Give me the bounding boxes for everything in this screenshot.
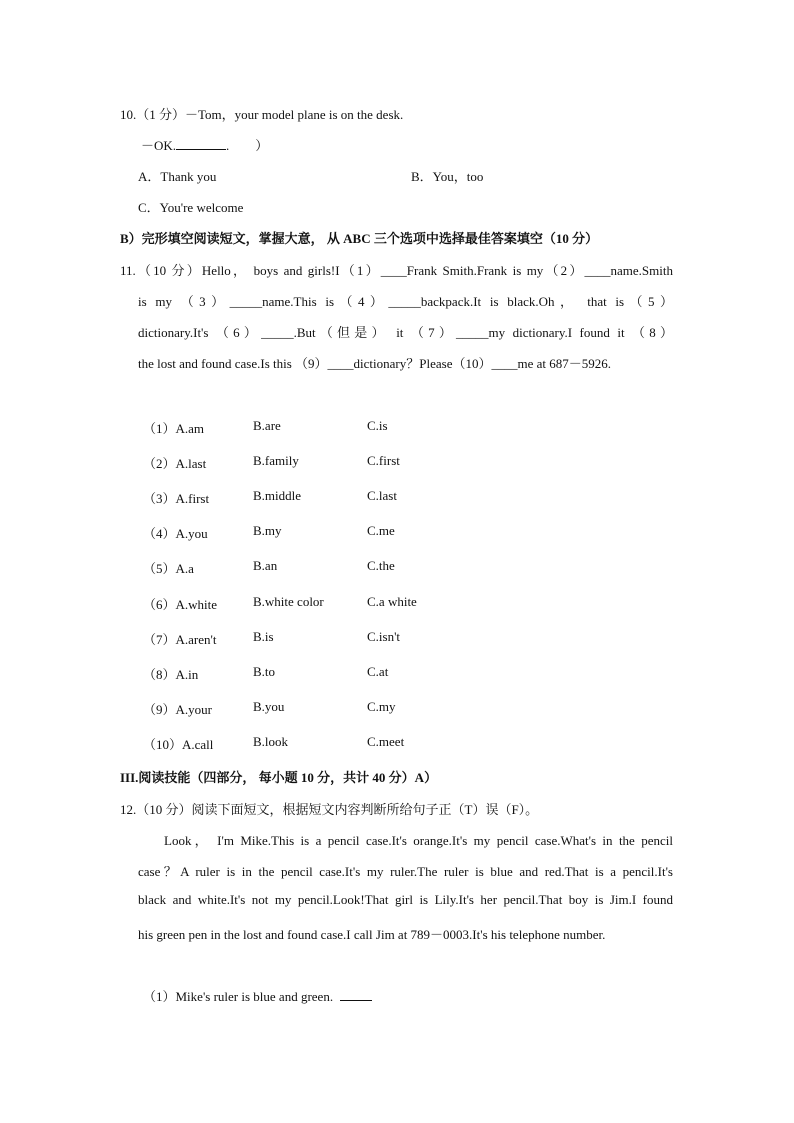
- option-b: B.is: [253, 629, 274, 644]
- option-a: （1）A.am: [143, 421, 205, 436]
- option-b: B.an: [253, 558, 278, 573]
- option-a: （2）A.last: [143, 456, 207, 471]
- q11-option-row: [143, 664, 463, 682]
- section-b-heading: B）完形填空阅读短文，掌握大意， 从 ABC 三个选项中选择最佳答案填空（10 分）: [120, 231, 599, 246]
- option-a: （6）A.white: [143, 597, 218, 612]
- option-c: C.at: [367, 664, 389, 679]
- q12-passage-line-1: Look， I'm Mike.This is a pencil case.It's orange.It's my pencil case.What's in the pencil: [164, 833, 673, 848]
- q12-passage-line-4: his green pen in the lost and found case.I call Jim at 789－0003.It's his telephone number.: [138, 927, 606, 942]
- q10-reply-before: －OK.: [141, 138, 177, 153]
- q10-option-c: C．You're welcome: [138, 200, 244, 215]
- option-b: B.family: [253, 453, 299, 468]
- q11-option-row: [143, 418, 463, 436]
- option-a: （7）A.aren't: [143, 632, 217, 647]
- q11-option-row: [143, 734, 463, 752]
- section-iii-heading: III.阅读技能（四部分， 每小题 10 分，共计 40 分）A）: [120, 770, 438, 785]
- option-a: （4）A.you: [143, 526, 208, 541]
- q11-option-row: [143, 488, 463, 506]
- option-c: C.my: [367, 699, 396, 714]
- option-b: B.to: [253, 664, 276, 679]
- option-a: （5）A.a: [143, 561, 194, 576]
- option-b: B.middle: [253, 488, 302, 503]
- option-c: C.isn't: [367, 629, 401, 644]
- option-b: B.you: [253, 699, 285, 714]
- option-a: （8）A.in: [143, 667, 199, 682]
- option-a: （9）A.your: [143, 702, 212, 717]
- q12-passage-line-3: black and white.It's not my pencil.Look!That girl is Lily.It's her pencil.That boy is Jim.I found: [138, 892, 673, 907]
- q10-prompt: 10.（1 分）－Tom，your model plane is on the desk.: [120, 107, 404, 122]
- q11-option-row: [143, 453, 463, 471]
- q11-option-row: [143, 558, 463, 576]
- q11-option-row: [143, 629, 463, 647]
- option-c: C.me: [367, 523, 395, 538]
- q12-sub-question-1: [143, 986, 372, 1005]
- q12-sub1-answer-blank[interactable]: [340, 988, 372, 1001]
- option-b: B.are: [253, 418, 281, 433]
- option-a: （10）A.call: [143, 737, 214, 752]
- q12-passage-line-2: case？A ruler is in the pencil case.It's my ruler.The ruler is blue and red.That is a pencil.It's: [138, 864, 673, 879]
- option-b: B.look: [253, 734, 289, 749]
- q10-reply-after: . ）: [226, 138, 269, 153]
- q11-option-row: [143, 523, 463, 541]
- option-c: C.the: [367, 558, 395, 573]
- option-c: C.meet: [367, 734, 405, 749]
- q10-answer-blank[interactable]: [176, 137, 226, 150]
- q10-option-a: A．Thank you: [138, 169, 217, 184]
- q11-passage-line-1: 11.（10 分）Hello， boys and girls!I（1）____Frank Smith.Frank is my（2）____name.Smith: [120, 263, 673, 278]
- q11-option-row: [143, 594, 463, 612]
- q11-passage-line-2: is my （3）_____name.This is（4）_____backpack.It is black.Oh， that is（5）: [138, 294, 673, 309]
- option-c: C.first: [367, 453, 400, 468]
- q11-passage-line-3: dictionary.It's （6）_____.But（但是） it （7）_____my dictionary.I found it （8）: [138, 325, 673, 340]
- q12-prompt: 12.（10 分）阅读下面短文，根据短文内容判断所给句子正（T）误（F）。: [120, 802, 539, 817]
- option-b: B.my: [253, 523, 282, 538]
- q12-sub1-text: （1）Mike's ruler is blue and green.: [143, 989, 334, 1004]
- option-c: C.last: [367, 488, 397, 503]
- q10-option-b: B．You，too: [411, 169, 484, 184]
- option-c: C.a white: [367, 594, 417, 609]
- option-a: （3）A.first: [143, 491, 210, 506]
- q10-reply: [141, 135, 268, 154]
- option-c: C.is: [367, 418, 388, 433]
- option-b: B.white color: [253, 594, 324, 609]
- q11-passage-line-4: the lost and found case.Is this （9）____dictionary？Please（10）____me at 687－5926.: [138, 356, 611, 371]
- q11-option-row: [143, 699, 463, 717]
